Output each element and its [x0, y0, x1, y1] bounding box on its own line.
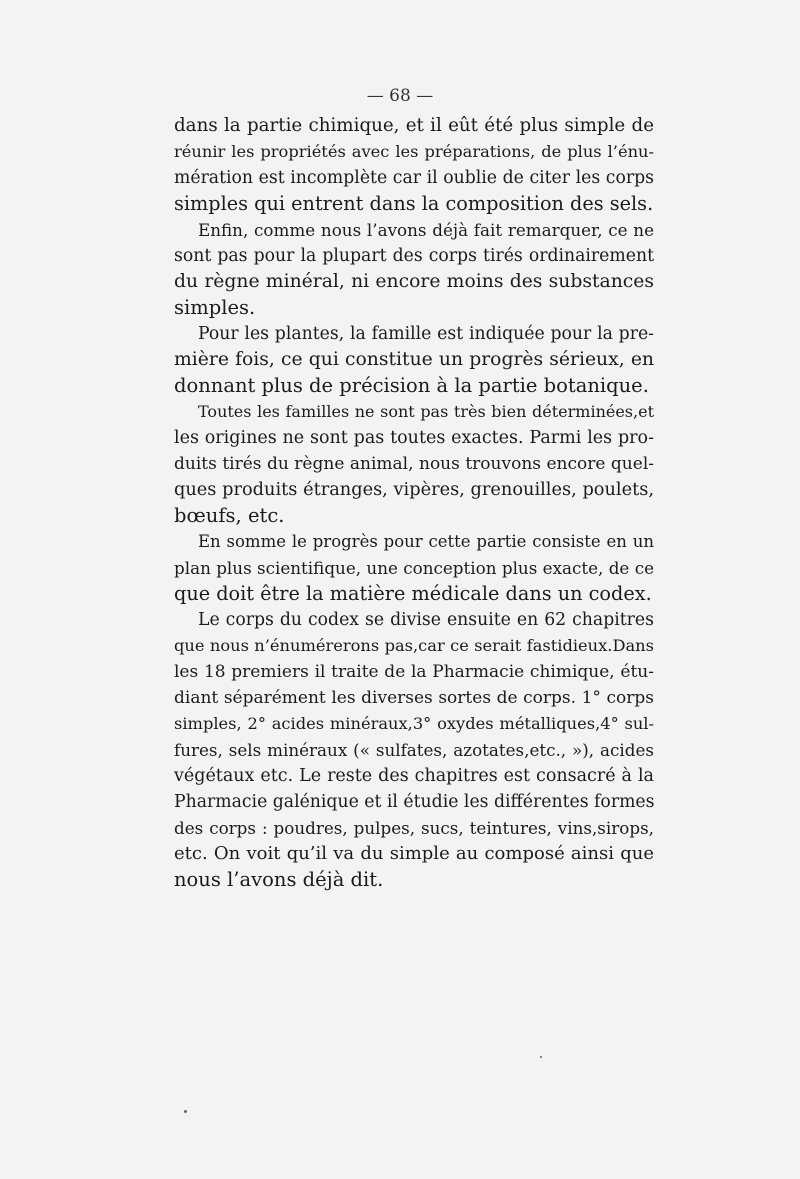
- text-line: que doit être la matière médicale dans un codex.: [174, 582, 652, 605]
- paragraph: [174, 607, 654, 893]
- paper-speck: [184, 1110, 187, 1113]
- text-line: bœufs, etc.: [174, 504, 285, 527]
- text-line: duits tirés du règne animal, nous trouvons encore quel-: [174, 454, 654, 474]
- text-line: plan plus scientifique, une conception plus exacte, de ce: [174, 558, 654, 578]
- text-line: mération est incomplète car il oublie de citer les corps: [174, 168, 654, 188]
- text-line: nous l’avons déjà dit.: [174, 868, 384, 891]
- text-line: En somme le progrès pour cette partie consiste en un: [198, 532, 654, 551]
- text-line: ques produits étranges, vipères, grenouilles, poulets,: [174, 480, 654, 500]
- text-line: Le corps du codex se divise ensuite en 62 chapitres: [198, 610, 654, 630]
- paragraph: [174, 321, 654, 399]
- text-line: les 18 premiers il traite de la Pharmacie chimique, étu-: [174, 662, 654, 682]
- text-line: Toutes les familles ne sont pas très bien déterminées,et: [198, 402, 654, 421]
- text-line: donnant plus de précision à la partie botanique.: [174, 374, 649, 397]
- text-line: dans la partie chimique, et il eût été plus simple de: [174, 115, 654, 136]
- page-number: — 68 —: [366, 86, 434, 106]
- text-line: Enfin, comme nous l’avons déjà fait remarquer, ce ne: [198, 220, 654, 240]
- text-line: simples, 2° acides minéraux,3° oxydes métalliques,4° sul-: [174, 714, 654, 733]
- paragraph: [174, 399, 654, 529]
- text-line: végétaux etc. Le reste des chapitres est consacré à la: [174, 766, 654, 786]
- text-line: mière fois, ce qui constitue un progrès sérieux, en: [174, 349, 654, 370]
- paper-speck: [540, 1056, 542, 1058]
- text-line: réunir les propriétés avec les préparations, de plus l’énu-: [174, 142, 654, 161]
- paragraph: [174, 529, 654, 607]
- text-line: diant séparément les diverses sortes de corps. 1° corps: [174, 688, 654, 708]
- text-line: les origines ne sont pas toutes exactes. Parmi les pro-: [174, 428, 654, 448]
- text-line: des corps : poudres, pulpes, sucs, teintures, vins,sirops,: [174, 818, 654, 838]
- text-line: etc. On voit qu’il va du simple au composé ainsi que: [174, 843, 654, 864]
- text-line: simples qui entrent dans la composition des sels.: [174, 192, 654, 215]
- paragraph: [174, 113, 654, 217]
- body-text: [174, 113, 654, 893]
- text-line: Pharmacie galénique et il étudie les différentes formes: [174, 792, 655, 812]
- text-line: sont pas pour la plupart des corps tirés ordinairement: [174, 246, 654, 266]
- paragraph: [174, 217, 654, 321]
- text-line: que nous n’énumérerons pas,car ce serait fastidieux.Dans: [174, 636, 654, 655]
- text-line: fures, sels minéraux (« sulfates, azotates,etc., »), acides: [174, 740, 654, 760]
- text-line: du règne minéral, ni encore moins des substances: [174, 271, 654, 292]
- text-line: Pour les plantes, la famille est indiquée pour la pre-: [198, 324, 654, 344]
- text-line: simples.: [174, 296, 256, 319]
